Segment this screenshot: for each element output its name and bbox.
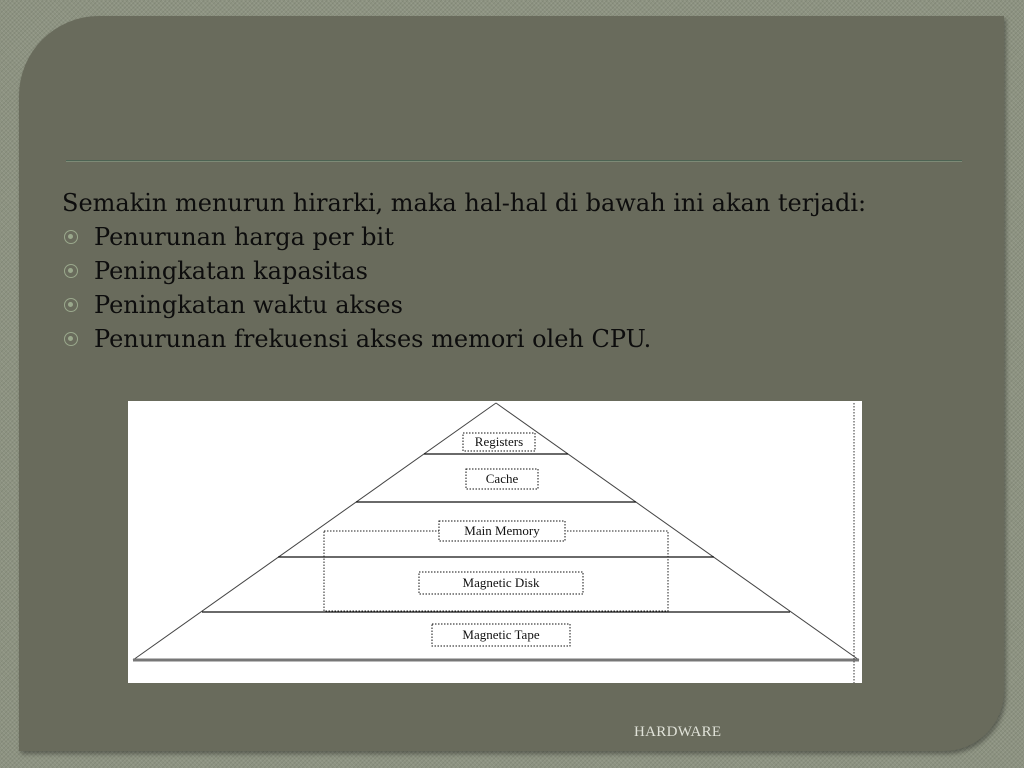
list-item (62, 254, 962, 288)
title-divider (66, 160, 962, 161)
level-label-cache: Cache (485, 471, 519, 486)
bullet-text: Peningkatan waktu akses (94, 291, 403, 319)
list-item (62, 220, 962, 254)
memory-region-outline (324, 531, 668, 611)
pyramid-svg (128, 401, 862, 683)
bullet-icon (64, 298, 78, 312)
bullet-text: Peningkatan kapasitas (94, 257, 368, 285)
footer-text: HARDWARE (634, 724, 722, 740)
bullet-text: Penurunan frekuensi akses memori oleh CPU. (94, 325, 652, 353)
level-label-magnetic-tape: Magnetic Tape (462, 627, 540, 642)
slide-panel (19, 16, 1004, 751)
memory-hierarchy-diagram (128, 401, 862, 683)
bullet-icon (64, 230, 78, 244)
bullet-text: Penurunan harga per bit (94, 223, 394, 251)
intro-text: Semakin menurun hirarki, maka hal-hal di bawah ini akan terjadi: (62, 189, 867, 217)
bullet-icon (64, 332, 78, 346)
bullet-list (62, 220, 962, 356)
list-item (62, 288, 962, 322)
slide-content (62, 186, 962, 356)
level-label-main-memory: Main Memory (464, 523, 540, 538)
list-item (62, 322, 962, 356)
bullet-icon (64, 264, 78, 278)
level-label-registers: Registers (474, 434, 524, 449)
level-label-magnetic-disk: Magnetic Disk (462, 575, 540, 590)
